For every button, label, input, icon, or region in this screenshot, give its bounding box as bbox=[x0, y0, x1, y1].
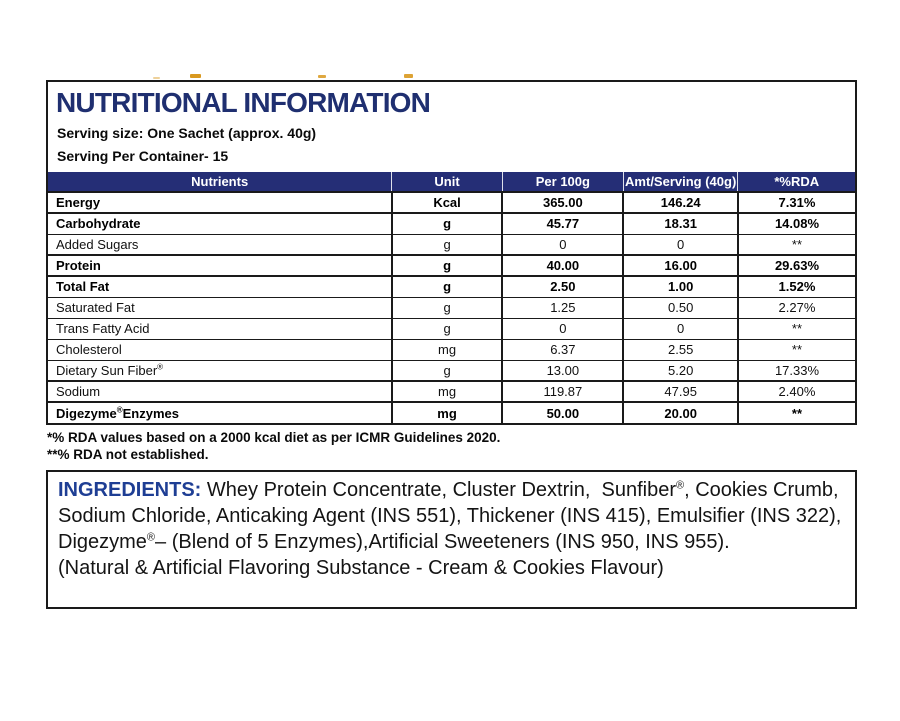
table-row bbox=[48, 402, 855, 423]
value-cell: 0 bbox=[623, 318, 738, 339]
nutrient-name-cell: Cholesterol bbox=[48, 339, 392, 360]
value-cell: 29.63% bbox=[738, 255, 855, 276]
value-cell: 6.37 bbox=[502, 339, 623, 360]
table-row bbox=[48, 297, 855, 318]
table-row bbox=[48, 276, 855, 297]
value-cell: 0 bbox=[502, 234, 623, 255]
nutrition-panel bbox=[46, 80, 857, 425]
value-cell: ** bbox=[738, 234, 855, 255]
value-cell: 1.25 bbox=[502, 297, 623, 318]
value-cell: 14.08% bbox=[738, 213, 855, 234]
nutrient-name-cell: Saturated Fat bbox=[48, 297, 392, 318]
value-cell: 146.24 bbox=[623, 192, 738, 213]
value-cell: 50.00 bbox=[502, 402, 623, 423]
footnote-rda-not-established: **% RDA not established. bbox=[47, 446, 209, 462]
servings-per-container-line: Serving Per Container- 15 bbox=[57, 148, 229, 164]
value-cell: mg bbox=[392, 381, 503, 402]
table-row bbox=[48, 318, 855, 339]
nutrition-table bbox=[48, 172, 855, 423]
table-row bbox=[48, 360, 855, 381]
table-row bbox=[48, 255, 855, 276]
value-cell: g bbox=[392, 297, 503, 318]
value-cell: 0.50 bbox=[623, 297, 738, 318]
value-cell: 40.00 bbox=[502, 255, 623, 276]
nutrition-table-body bbox=[48, 192, 855, 423]
stray-mark bbox=[404, 74, 413, 78]
column-header-per-100g: Per 100g bbox=[502, 172, 623, 192]
value-cell: mg bbox=[392, 402, 503, 423]
rda-footnotes bbox=[47, 430, 500, 463]
nutrient-name-cell: Digezyme®Enzymes bbox=[48, 402, 392, 423]
footnote-rda-basis: *% RDA values based on a 2000 kcal diet as per ICMR Guidelines 2020. bbox=[47, 430, 501, 445]
value-cell: 7.31% bbox=[738, 192, 855, 213]
ingredients-panel bbox=[46, 470, 857, 609]
nutrient-name-cell: Protein bbox=[48, 255, 392, 276]
column-header-rda: *%RDA bbox=[738, 172, 855, 192]
nutrient-name-cell: Added Sugars bbox=[48, 234, 392, 255]
nutrient-name-cell: Energy bbox=[48, 192, 392, 213]
value-cell: 13.00 bbox=[502, 360, 623, 381]
nutrient-name-cell: Carbohydrate bbox=[48, 213, 392, 234]
value-cell: 365.00 bbox=[502, 192, 623, 213]
value-cell: ** bbox=[738, 318, 855, 339]
value-cell: Kcal bbox=[392, 192, 503, 213]
value-cell: 2.27% bbox=[738, 297, 855, 318]
ingredients-text: Whey Protein Concentrate, Cluster Dextrin, Sunfiber®, Cookies Crumb, Sodium Chloride, Anticaking Agent (INS 551), Thickener (INS 415), Emulsifier (INS 322), Digezyme®– (Blend of 5 Enzymes),Artificial Sweeteners (INS 950, INS 955). bbox=[58, 479, 847, 553]
table-row bbox=[48, 192, 855, 213]
value-cell: g bbox=[392, 234, 503, 255]
value-cell: 47.95 bbox=[623, 381, 738, 402]
value-cell: 5.20 bbox=[623, 360, 738, 381]
value-cell: g bbox=[392, 360, 503, 381]
value-cell: g bbox=[392, 318, 503, 339]
value-cell: 1.00 bbox=[623, 276, 738, 297]
ingredients-label: INGREDIENTS: bbox=[58, 479, 202, 501]
value-cell: g bbox=[392, 255, 503, 276]
value-cell: g bbox=[392, 276, 503, 297]
stray-mark bbox=[153, 77, 160, 79]
value-cell: 2.40% bbox=[738, 381, 855, 402]
value-cell: ** bbox=[791, 405, 803, 421]
table-row bbox=[48, 381, 855, 402]
ingredients-paragraph bbox=[58, 477, 845, 555]
value-cell: 17.33% bbox=[738, 360, 855, 381]
column-header-nutrients: Nutrients bbox=[48, 172, 392, 192]
nutrient-name-cell: Sodium bbox=[48, 381, 392, 402]
value-cell: 20.00 bbox=[623, 402, 738, 423]
value-cell: 16.00 bbox=[623, 255, 738, 276]
nutrient-name-cell: Dietary Sun Fiber® bbox=[48, 360, 392, 381]
value-cell: 0 bbox=[623, 234, 738, 255]
flavour-note: (Natural & Artificial Flavoring Substance - Cream & Cookies Flavour) bbox=[58, 557, 664, 579]
value-cell: 1.52% bbox=[738, 276, 855, 297]
stray-mark bbox=[318, 75, 326, 78]
table-row bbox=[48, 339, 855, 360]
serving-size-line: Serving size: One Sachet (approx. 40g) bbox=[57, 125, 317, 141]
table-row bbox=[48, 234, 855, 255]
table-header-row bbox=[48, 172, 855, 192]
nutrient-name-cell: Trans Fatty Acid bbox=[48, 318, 392, 339]
value-cell: mg bbox=[392, 339, 503, 360]
column-header-unit: Unit bbox=[392, 172, 503, 192]
value-cell: 2.50 bbox=[502, 276, 623, 297]
value-cell: 0 bbox=[502, 318, 623, 339]
table-row bbox=[48, 213, 855, 234]
value-cell: 119.87 bbox=[502, 381, 623, 402]
value-cell: 2.55 bbox=[623, 339, 738, 360]
value-cell: 45.77 bbox=[502, 213, 623, 234]
panel-title: NUTRITIONAL INFORMATION bbox=[56, 87, 431, 118]
stray-mark bbox=[190, 74, 201, 78]
value-cell: ** bbox=[738, 339, 855, 360]
nutrient-name-cell: Total Fat bbox=[48, 276, 392, 297]
column-header-amt-serving: Amt/Serving (40g) bbox=[623, 172, 738, 192]
value-cell: g bbox=[392, 213, 503, 234]
value-cell: 18.31 bbox=[623, 213, 738, 234]
